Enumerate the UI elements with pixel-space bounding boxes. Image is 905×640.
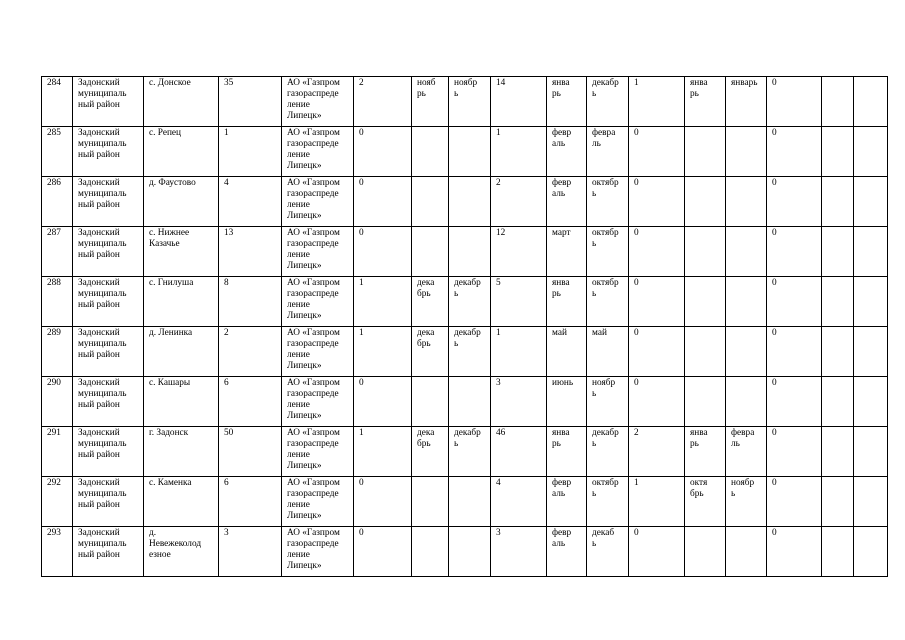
cell-district: Задонский муниципаль ный район xyxy=(73,127,144,177)
cell-month-c-end xyxy=(726,377,767,427)
cell-district: Задонский муниципаль ный район xyxy=(73,477,144,527)
cell-count-c: 1 xyxy=(629,77,685,127)
cell-district: Задонский муниципаль ный район xyxy=(73,77,144,127)
cell-month-b-start: февр аль xyxy=(547,477,587,527)
cell-month-c-end xyxy=(726,327,767,377)
cell-total-count: 13 xyxy=(219,227,282,277)
cell-month-c-end xyxy=(726,277,767,327)
cell-extra-2 xyxy=(854,77,888,127)
cell-district: Задонский муниципаль ный район xyxy=(73,277,144,327)
table-row xyxy=(42,327,888,377)
cell-extra-1 xyxy=(822,127,854,177)
cell-count-a: 1 xyxy=(354,427,412,477)
cell-month-b-end: октябр ь xyxy=(587,177,629,227)
cell-count-c: 1 xyxy=(629,477,685,527)
cell-count-a: 0 xyxy=(354,177,412,227)
cell-month-a-end: декабр ь xyxy=(449,427,491,477)
cell-month-b-end: ноябр ь xyxy=(587,377,629,427)
cell-month-a-end xyxy=(449,227,491,277)
cell-extra-2 xyxy=(854,227,888,277)
cell-count-b: 46 xyxy=(491,427,547,477)
cell-extra-1 xyxy=(822,427,854,477)
table-row xyxy=(42,77,888,127)
cell-row-number: 292 xyxy=(42,477,73,527)
cell-count-d: 0 xyxy=(767,227,822,277)
cell-count-d: 0 xyxy=(767,527,822,577)
cell-extra-1 xyxy=(822,527,854,577)
cell-extra-1 xyxy=(822,227,854,277)
cell-month-c-end xyxy=(726,527,767,577)
cell-count-c: 0 xyxy=(629,177,685,227)
cell-count-b: 4 xyxy=(491,477,547,527)
table-row xyxy=(42,477,888,527)
cell-organization: АО «Газпром газораспреде ление Липецк» xyxy=(282,227,354,277)
cell-month-a-end xyxy=(449,177,491,227)
cell-month-c-start: янва рь xyxy=(685,427,726,477)
cell-month-a-end: декабр ь xyxy=(449,277,491,327)
cell-month-a-end: ноябр ь xyxy=(449,77,491,127)
cell-month-b-end: февра ль xyxy=(587,127,629,177)
cell-extra-2 xyxy=(854,527,888,577)
cell-count-c: 0 xyxy=(629,377,685,427)
cell-total-count: 4 xyxy=(219,177,282,227)
cell-row-number: 285 xyxy=(42,127,73,177)
cell-month-c-start xyxy=(685,227,726,277)
cell-settlement: с. Гнилуша xyxy=(144,277,219,327)
cell-row-number: 286 xyxy=(42,177,73,227)
cell-month-c-start xyxy=(685,377,726,427)
cell-row-number: 287 xyxy=(42,227,73,277)
cell-extra-1 xyxy=(822,177,854,227)
cell-month-b-start: июнь xyxy=(547,377,587,427)
cell-month-b-start: февр аль xyxy=(547,177,587,227)
cell-month-c-end: январь xyxy=(726,77,767,127)
cell-count-c: 0 xyxy=(629,227,685,277)
cell-month-c-start xyxy=(685,527,726,577)
cell-total-count: 1 xyxy=(219,127,282,177)
cell-count-c: 0 xyxy=(629,527,685,577)
table-body xyxy=(42,77,888,577)
cell-month-a-start xyxy=(412,377,449,427)
cell-district: Задонский муниципаль ный район xyxy=(73,327,144,377)
cell-row-number: 284 xyxy=(42,77,73,127)
cell-count-a: 1 xyxy=(354,277,412,327)
gasification-table xyxy=(41,76,888,577)
cell-count-b: 3 xyxy=(491,377,547,427)
table-row xyxy=(42,427,888,477)
cell-extra-2 xyxy=(854,277,888,327)
cell-total-count: 6 xyxy=(219,377,282,427)
cell-settlement: с. Кашары xyxy=(144,377,219,427)
cell-extra-1 xyxy=(822,277,854,327)
cell-extra-2 xyxy=(854,127,888,177)
cell-district: Задонский муниципаль ный район xyxy=(73,227,144,277)
cell-month-c-start: октя брь xyxy=(685,477,726,527)
cell-month-a-end xyxy=(449,477,491,527)
cell-month-b-end: октябр ь xyxy=(587,477,629,527)
cell-count-a: 0 xyxy=(354,227,412,277)
cell-month-b-start: февр аль xyxy=(547,527,587,577)
cell-count-b: 1 xyxy=(491,327,547,377)
cell-count-b: 5 xyxy=(491,277,547,327)
cell-settlement: д. Ленинка xyxy=(144,327,219,377)
cell-month-a-end xyxy=(449,527,491,577)
cell-settlement: с. Донское xyxy=(144,77,219,127)
cell-count-c: 0 xyxy=(629,277,685,327)
table-row xyxy=(42,177,888,227)
cell-month-c-start xyxy=(685,277,726,327)
cell-month-b-end: декабр ь xyxy=(587,427,629,477)
cell-row-number: 289 xyxy=(42,327,73,377)
cell-count-b: 12 xyxy=(491,227,547,277)
cell-extra-1 xyxy=(822,477,854,527)
cell-count-a: 0 xyxy=(354,127,412,177)
cell-month-a-start xyxy=(412,177,449,227)
cell-district: Задонский муниципаль ный район xyxy=(73,177,144,227)
cell-settlement: с. Нижнее Казачье xyxy=(144,227,219,277)
cell-count-c: 0 xyxy=(629,127,685,177)
cell-count-d: 0 xyxy=(767,127,822,177)
cell-month-c-start xyxy=(685,327,726,377)
cell-organization: АО «Газпром газораспреде ление Липецк» xyxy=(282,377,354,427)
cell-organization: АО «Газпром газораспреде ление Липецк» xyxy=(282,127,354,177)
table-row xyxy=(42,277,888,327)
cell-month-a-start: нояб рь xyxy=(412,77,449,127)
cell-organization: АО «Газпром газораспреде ление Липецк» xyxy=(282,327,354,377)
cell-month-b-start: янва рь xyxy=(547,77,587,127)
cell-extra-2 xyxy=(854,427,888,477)
table-row xyxy=(42,227,888,277)
cell-month-a-start xyxy=(412,227,449,277)
cell-month-b-end: октябр ь xyxy=(587,277,629,327)
cell-month-a-end xyxy=(449,127,491,177)
cell-month-b-start: янва рь xyxy=(547,277,587,327)
cell-month-c-end xyxy=(726,227,767,277)
table-row xyxy=(42,377,888,427)
cell-month-b-end: декаб ь xyxy=(587,527,629,577)
cell-count-c: 0 xyxy=(629,327,685,377)
cell-month-a-end xyxy=(449,377,491,427)
cell-total-count: 35 xyxy=(219,77,282,127)
cell-total-count: 50 xyxy=(219,427,282,477)
cell-extra-2 xyxy=(854,327,888,377)
cell-organization: АО «Газпром газораспреде ление Липецк» xyxy=(282,427,354,477)
cell-count-d: 0 xyxy=(767,377,822,427)
cell-month-c-end: ноябр ь xyxy=(726,477,767,527)
cell-extra-1 xyxy=(822,327,854,377)
cell-month-a-start xyxy=(412,477,449,527)
cell-month-c-start xyxy=(685,127,726,177)
cell-row-number: 288 xyxy=(42,277,73,327)
cell-row-number: 291 xyxy=(42,427,73,477)
cell-count-b: 3 xyxy=(491,527,547,577)
table-row xyxy=(42,527,888,577)
cell-month-c-start: янва рь xyxy=(685,77,726,127)
cell-month-b-start: февр аль xyxy=(547,127,587,177)
cell-total-count: 2 xyxy=(219,327,282,377)
cell-settlement: г. Задонск xyxy=(144,427,219,477)
cell-count-b: 1 xyxy=(491,127,547,177)
cell-month-b-end: октябр ь xyxy=(587,227,629,277)
cell-count-d: 0 xyxy=(767,277,822,327)
cell-month-c-start xyxy=(685,177,726,227)
cell-month-a-start xyxy=(412,527,449,577)
cell-count-d: 0 xyxy=(767,77,822,127)
cell-month-a-end: декабр ь xyxy=(449,327,491,377)
cell-count-a: 1 xyxy=(354,327,412,377)
cell-month-a-start: дека брь xyxy=(412,277,449,327)
cell-month-a-start xyxy=(412,127,449,177)
cell-count-d: 0 xyxy=(767,327,822,377)
cell-settlement: д. Невежеколод езное xyxy=(144,527,219,577)
cell-settlement: д. Фаустово xyxy=(144,177,219,227)
cell-extra-1 xyxy=(822,377,854,427)
cell-district: Задонский муниципаль ный район xyxy=(73,527,144,577)
cell-count-d: 0 xyxy=(767,477,822,527)
cell-count-a: 0 xyxy=(354,477,412,527)
cell-extra-2 xyxy=(854,177,888,227)
cell-total-count: 8 xyxy=(219,277,282,327)
cell-extra-2 xyxy=(854,377,888,427)
cell-district: Задонский муниципаль ный район xyxy=(73,427,144,477)
cell-month-a-start: дека брь xyxy=(412,427,449,477)
cell-extra-1 xyxy=(822,77,854,127)
cell-settlement: с. Репец xyxy=(144,127,219,177)
cell-total-count: 3 xyxy=(219,527,282,577)
cell-count-a: 2 xyxy=(354,77,412,127)
cell-month-c-end xyxy=(726,177,767,227)
cell-district: Задонский муниципаль ный район xyxy=(73,377,144,427)
cell-extra-2 xyxy=(854,477,888,527)
cell-count-a: 0 xyxy=(354,377,412,427)
cell-total-count: 6 xyxy=(219,477,282,527)
cell-count-c: 2 xyxy=(629,427,685,477)
table-row xyxy=(42,127,888,177)
cell-month-c-end xyxy=(726,127,767,177)
cell-month-b-end: декабр ь xyxy=(587,77,629,127)
cell-month-c-end: февра ль xyxy=(726,427,767,477)
cell-month-b-end: май xyxy=(587,327,629,377)
cell-month-b-start: май xyxy=(547,327,587,377)
cell-row-number: 293 xyxy=(42,527,73,577)
cell-count-b: 14 xyxy=(491,77,547,127)
cell-count-d: 0 xyxy=(767,177,822,227)
cell-count-d: 0 xyxy=(767,427,822,477)
cell-month-b-start: янва рь xyxy=(547,427,587,477)
cell-settlement: с. Каменка xyxy=(144,477,219,527)
cell-organization: АО «Газпром газораспреде ление Липецк» xyxy=(282,477,354,527)
cell-organization: АО «Газпром газораспреде ление Липецк» xyxy=(282,177,354,227)
cell-organization: АО «Газпром газораспреде ление Липецк» xyxy=(282,277,354,327)
cell-month-b-start: март xyxy=(547,227,587,277)
cell-organization: АО «Газпром газораспреде ление Липецк» xyxy=(282,77,354,127)
cell-row-number: 290 xyxy=(42,377,73,427)
cell-count-a: 0 xyxy=(354,527,412,577)
cell-organization: АО «Газпром газораспреде ление Липецк» xyxy=(282,527,354,577)
cell-count-b: 2 xyxy=(491,177,547,227)
cell-month-a-start: дека брь xyxy=(412,327,449,377)
